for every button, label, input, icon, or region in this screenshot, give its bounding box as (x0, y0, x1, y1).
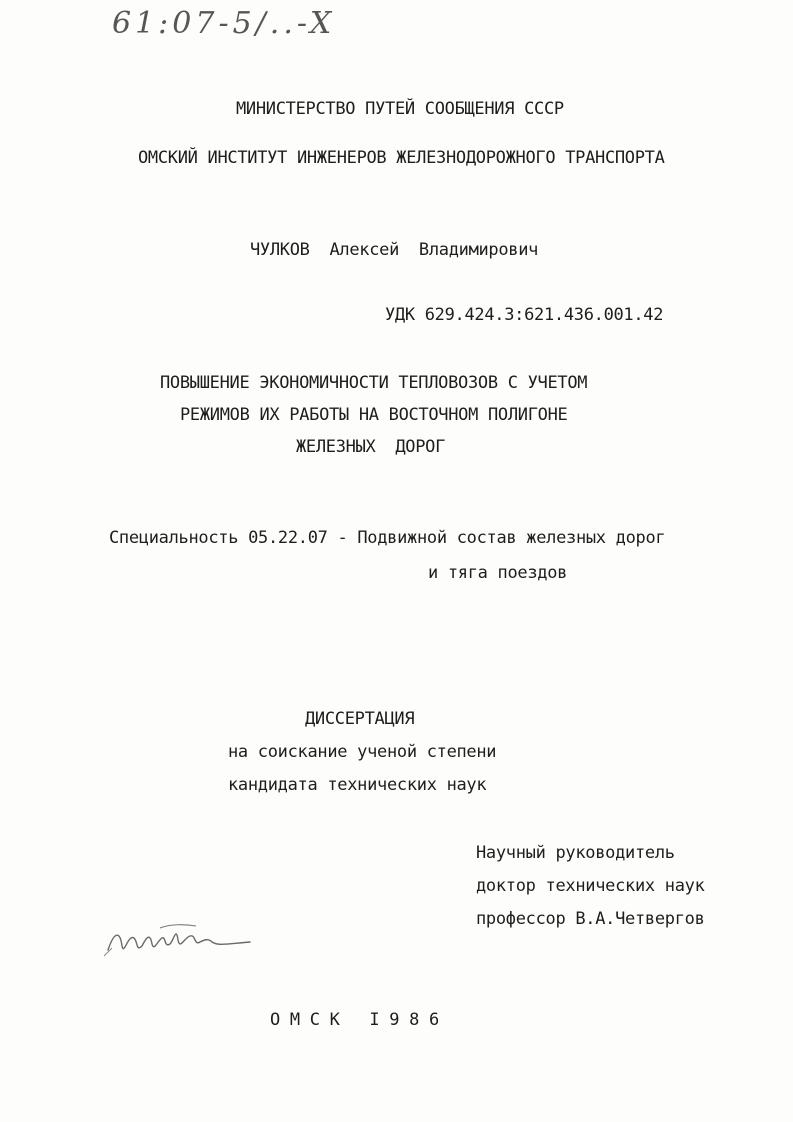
title-line-3: ЖЕЛЕЗНЫХ ДОРОГ (296, 437, 446, 457)
ministry-heading: МИНИСТЕРСТВО ПУТЕЙ СООБЩЕНИЯ СССР (236, 99, 564, 119)
author-name: ЧУЛКОВ Алексей Владимирович (250, 240, 539, 260)
work-type: ДИССЕРТАЦИЯ (305, 709, 415, 729)
city-year: О М С К I 9 8 6 (270, 1010, 439, 1030)
specialty-line-2: и тяга поездов (428, 563, 568, 583)
degree-line-2: кандидата технических наук (228, 775, 487, 795)
title-line-1: ПОВЫШЕНИЕ ЭКОНОМИЧНОСТИ ТЕПЛОВОЗОВ С УЧЕТОМ (160, 373, 588, 393)
supervisor-degree: доктор технических наук (476, 876, 705, 896)
supervisor-name: профессор В.А.Четвергов (476, 909, 705, 929)
handwritten-signature (100, 912, 260, 964)
institute-heading: ОМСКИЙ ИНСТИТУТ ИНЖЕНЕРОВ ЖЕЛЕЗНОДОРОЖНОГО ТРАНСПОРТА (138, 148, 665, 168)
title-line-2: РЕЖИМОВ ИХ РАБОТЫ НА ВОСТОЧНОМ ПОЛИГОНЕ (180, 405, 568, 425)
udk-code: УДК 629.424.3:621.436.001.42 (385, 305, 664, 325)
degree-line-1: на соискание ученой степени (228, 742, 497, 762)
specialty-line-1: Специальность 05.22.07 - Подвижной состав железных дорог (109, 528, 666, 548)
handwritten-archive-code: 61:07-5/..-X (112, 6, 336, 41)
supervisor-label: Научный руководитель (476, 843, 675, 863)
